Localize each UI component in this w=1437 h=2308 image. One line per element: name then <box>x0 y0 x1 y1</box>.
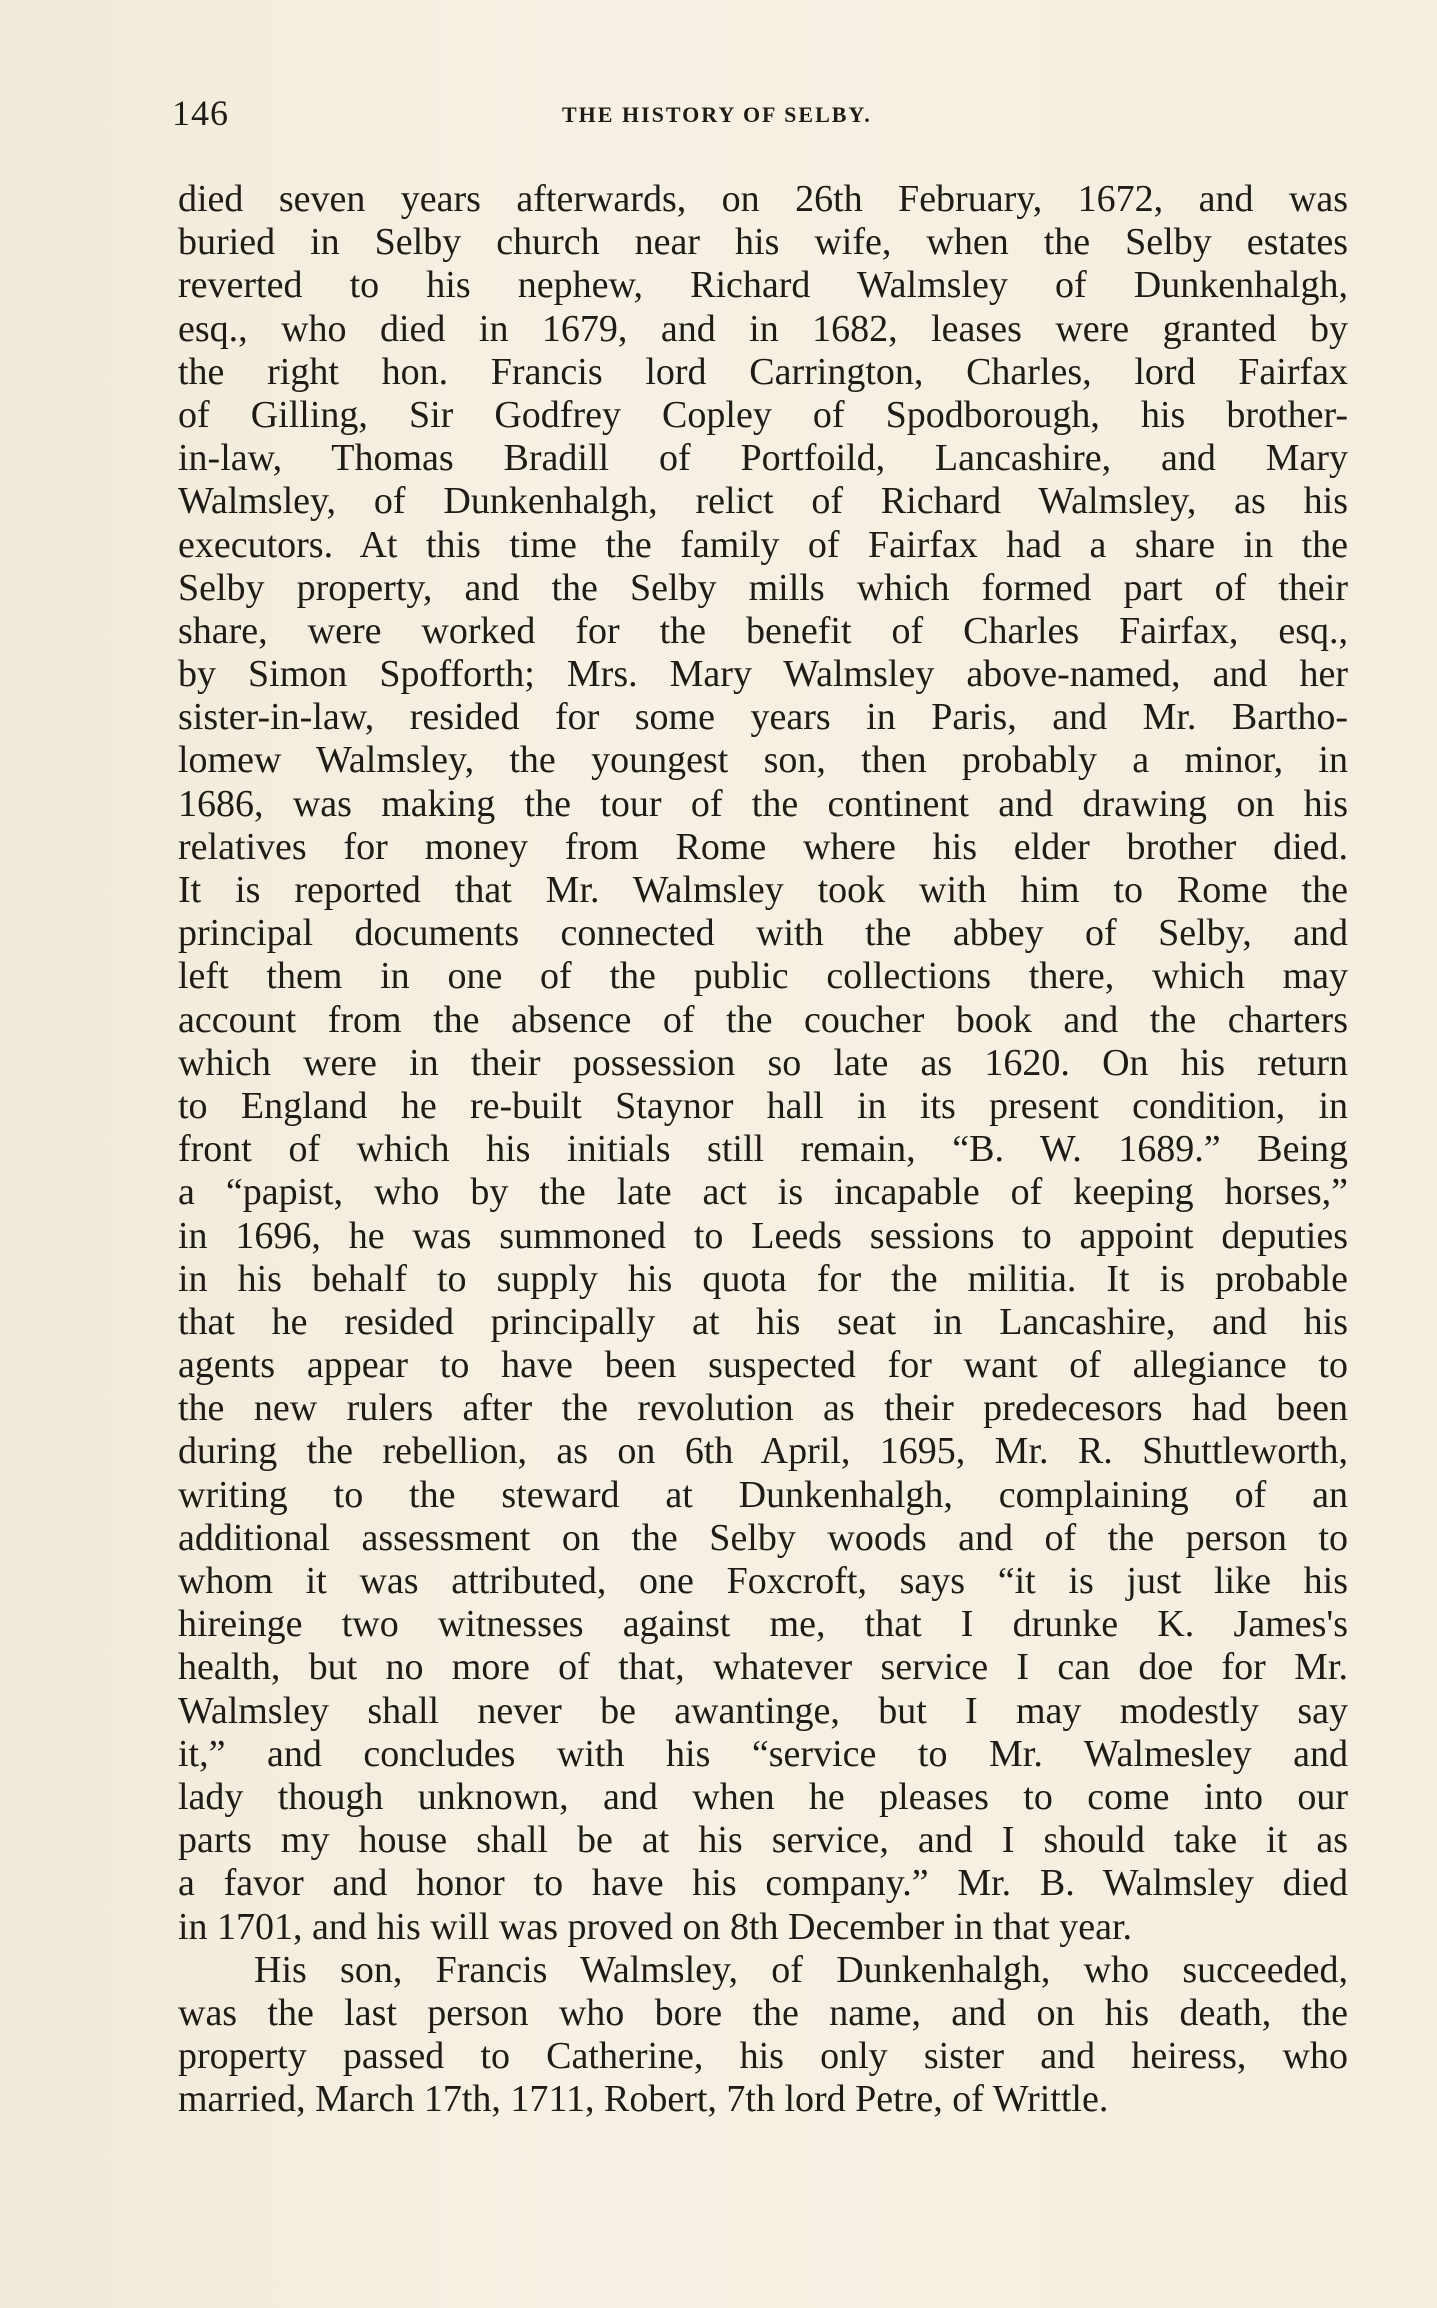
text-line: the new rulers after the revolution as their predecesors had been <box>178 1387 1348 1430</box>
text-line: writing to the steward at Dunkenhalgh, complaining of an <box>178 1473 1348 1516</box>
page-number: 146 <box>172 93 229 133</box>
text-line: buried in Selby church near his wife, when the Selby estates <box>178 221 1348 264</box>
text-line: parts my house shall be at his service, and I should take it as <box>178 1819 1348 1862</box>
text-line: in 1701, and his will was proved on 8th December in that year. <box>178 1905 1133 1948</box>
running-title: THE HISTORY OF SELBY. <box>562 102 872 127</box>
text-line: married, March 17th, 1711, Robert, 7th lord Petre, of Writtle. <box>178 2078 1109 2121</box>
text-line: esq., who died in 1679, and in 1682, leases were granted by <box>178 307 1348 350</box>
text-line: reverted to his nephew, Richard Walmsley of Dunkenhalgh, <box>178 264 1348 307</box>
text-line: lady though unknown, and when he pleases to come into our <box>178 1775 1348 1818</box>
text-line: the right hon. Francis lord Carrington, Charles, lord Fairfax <box>178 350 1348 393</box>
text-line: Walmsley, of Dunkenhalgh, relict of Richard Walmsley, as his <box>178 480 1348 523</box>
text-line: which were in their possession so late as 1620. On his return <box>178 1041 1348 1084</box>
text-line: sister-in-law, resided for some years in Paris, and Mr. Bartho- <box>178 696 1348 739</box>
text-line: health, but no more of that, whatever service I can doe for Mr. <box>178 1646 1348 1689</box>
text-line: Selby property, and the Selby mills which formed part of their <box>178 566 1348 609</box>
text-line: Walmsley shall never be awantinge, but I may modestly say <box>178 1689 1348 1732</box>
text-line: front of which his initials still remain, “B. W. 1689.” Being <box>178 1128 1348 1171</box>
text-line: in his behalf to supply his quota for the militia. It is probable <box>178 1257 1348 1300</box>
text-line: by Simon Spofforth; Mrs. Mary Walmsley above-named, and her <box>178 653 1348 696</box>
text-line: that he resided principally at his seat in Lancashire, and his <box>178 1300 1348 1343</box>
text-line: share, were worked for the benefit of Charles Fairfax, esq., <box>178 609 1348 652</box>
text-line: lomew Walmsley, the youngest son, then probably a minor, in <box>178 739 1348 782</box>
text-line: a “papist, who by the late act is incapable of keeping horses,” <box>178 1171 1348 1214</box>
text-line: during the rebellion, as on 6th April, 1695, Mr. R. Shuttleworth, <box>178 1430 1348 1473</box>
text-line: agents appear to have been suspected for want of allegiance to <box>178 1344 1348 1387</box>
text-line: a favor and honor to have his company.” Mr. B. Walmsley died <box>178 1862 1348 1905</box>
page-header <box>172 92 1370 142</box>
text-line: It is reported that Mr. Walmsley took with him to Rome the <box>178 869 1348 911</box>
text-line: additional assessment on the Selby woods and of the person to <box>178 1516 1348 1559</box>
text-line: His son, Francis Walmsley, of Dunkenhalgh, who succeeded, <box>254 1948 1348 1991</box>
text-line: executors. At this time the family of Fairfax had a share in the <box>178 523 1348 566</box>
paragraph <box>178 1949 1348 2122</box>
text-line: it,” and concludes with his “service to Mr. Walmesley and <box>178 1732 1348 1775</box>
text-line: in 1696, he was summoned to Leeds sessions to appoint deputies <box>178 1214 1348 1257</box>
text-line: to England he re-built Staynor hall in its present condition, in <box>178 1084 1348 1127</box>
text-line: property passed to Catherine, his only sister and heiress, who <box>178 2035 1348 2078</box>
text-line: relatives for money from Rome where his elder brother died. <box>178 825 1348 868</box>
text-line: died seven years afterwards, on 26th February, 1672, and was <box>178 178 1348 220</box>
text-line: 1686, was making the tour of the continent and drawing on his <box>178 782 1348 825</box>
text-line: principal documents connected with the abbey of Selby, and <box>178 912 1348 955</box>
text-line: in-law, Thomas Bradill of Portfoild, Lancashire, and Mary <box>178 437 1348 480</box>
text-line: was the last person who bore the name, and on his death, the <box>178 1991 1348 2034</box>
text-line: hireinge two witnesses against me, that I drunke K. James's <box>178 1603 1348 1646</box>
text-line: whom it was attributed, one Foxcroft, says “it is just like his <box>178 1560 1348 1602</box>
text-line: account from the absence of the coucher book and the charters <box>178 998 1348 1041</box>
paragraph <box>178 178 1348 1949</box>
body-text <box>178 178 1348 2121</box>
text-line: of Gilling, Sir Godfrey Copley of Spodborough, his brother- <box>178 393 1348 436</box>
text-line: left them in one of the public collections there, which may <box>178 955 1348 998</box>
